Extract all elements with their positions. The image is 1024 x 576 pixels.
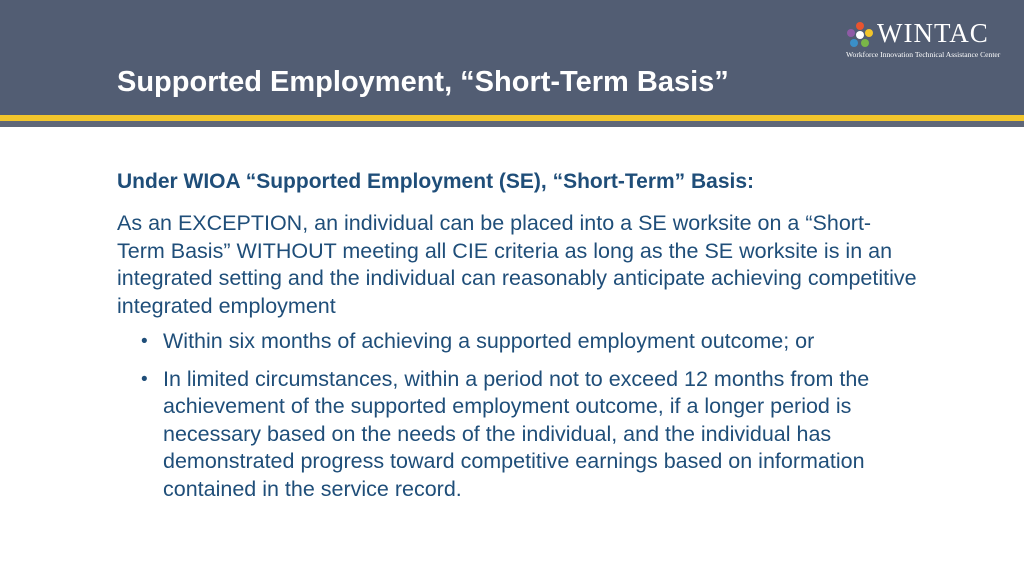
- wintac-logo: [845, 20, 1015, 60]
- header-bar: [0, 0, 1024, 115]
- bullet-text: In limited circumstances, within a period not to exceed 12 months from the achievement of the supported employment outcome, if a longer period is necessary based on the needs of the individual, and the individual has demonstrated progress toward competitive earnings based on information contained in the service record.: [163, 366, 870, 501]
- header-stripe-gray: [0, 121, 1024, 127]
- logo-wordmark: WINTAC: [877, 18, 989, 48]
- bullet-item: [141, 328, 917, 356]
- logo-subtitle: Workforce Innovation Technical Assistance Center: [846, 50, 1001, 59]
- section-subheading: Under WIOA “Supported Employment (SE), “Short-Term” Basis:: [117, 170, 755, 193]
- bullet-list: [117, 328, 917, 503]
- bullet-icon: •: [141, 331, 148, 352]
- exception-paragraph: As an EXCEPTION, an individual can be placed into a SE worksite on a “Short-Term Basis” WITHOUT meeting all CIE criteria as long as the SE worksite is in an integrated setting and the individual can reasonably anticipate achieving competitive integrated employment: [117, 211, 917, 318]
- bullet-text: Within six months of achieving a supported employment outcome; or: [163, 329, 815, 353]
- wintac-logo-icon: [845, 20, 875, 50]
- slide-content: [117, 168, 917, 513]
- bullet-icon: •: [141, 368, 148, 390]
- bullet-item: [141, 366, 917, 504]
- page-title: Supported Employment, “Short-Term Basis”: [117, 66, 729, 98]
